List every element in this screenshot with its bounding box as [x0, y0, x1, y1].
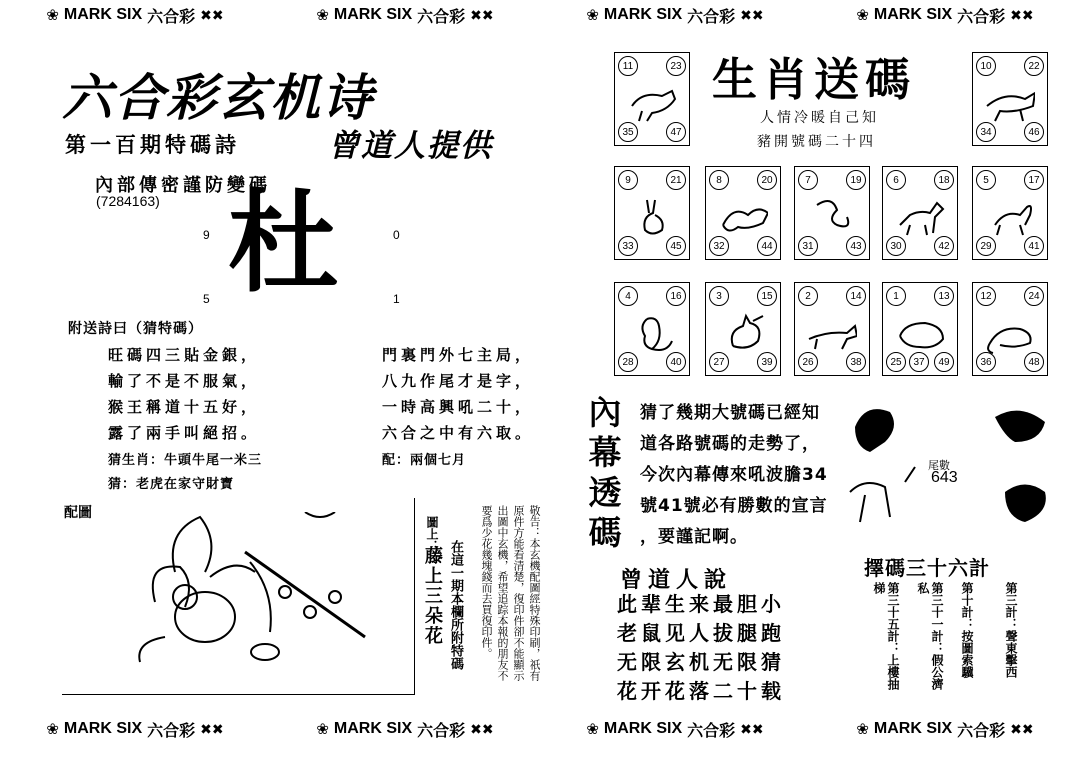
zodiac-number: 42 — [934, 236, 954, 256]
zodiac-box — [972, 166, 1048, 260]
zodiac-box — [972, 282, 1048, 376]
poem-label: 附送詩曰（猜特碼） — [68, 321, 203, 337]
plan-item: 第十計：按圖索驥 — [960, 582, 974, 678]
poem-line: 八九作尾才是字， — [382, 372, 535, 390]
inside-title-char: 內 — [588, 393, 622, 432]
inside-line: 道各路號碼的走勢了， — [640, 434, 820, 454]
zodiac-number: 16 — [666, 286, 686, 306]
say-line: 此辈生来最胆小 — [617, 592, 785, 616]
plan-item: 第三計：聲東擊西 — [1004, 582, 1018, 678]
notice-text: 敬告：本玄機配圖經特殊印刷，祇有原件方能看清楚，復印件卻不能顯示出圖中玄機，希望追踪本報的朋友不要爲少花幾塊錢而去買復印件。 — [480, 505, 541, 681]
zodiac-box — [794, 166, 870, 260]
guess-hint: 猜：老虎在家守財寶 — [108, 477, 235, 492]
zodiac-number: 28 — [618, 352, 638, 372]
cross-icon: ✖✖ — [740, 720, 764, 737]
zodiac-number: 48 — [1024, 352, 1044, 372]
banner-brand: MARK SIX — [873, 720, 953, 737]
tail-number: 643 — [931, 469, 958, 486]
zodiac-box — [972, 52, 1048, 146]
inside-title-char: 透 — [588, 473, 622, 512]
issue-subtitle: 第一百期特碼詩 — [65, 132, 240, 157]
banner-brand: MARK SIX — [873, 6, 953, 23]
banner-logo: 六合彩 — [417, 722, 466, 740]
cross-icon: ✖✖ — [740, 6, 764, 23]
snake-icon — [807, 195, 857, 240]
caption-text: 藤上三朵花 — [422, 546, 443, 646]
goat-icon — [985, 195, 1035, 240]
banner-brand: MARK SIX — [63, 720, 143, 737]
top-banner — [0, 0, 1080, 30]
dog-icon — [807, 311, 857, 356]
poem-line: 輸了不是不服氣， — [108, 372, 261, 390]
flower-icon: ❀ — [856, 7, 869, 24]
animals-illustration — [845, 397, 1055, 537]
banner-unit — [46, 718, 223, 741]
cross-icon: ✖✖ — [200, 720, 224, 737]
say-title: 曾道人說 — [620, 567, 733, 593]
flower-icon: ❀ — [316, 7, 329, 24]
poem-line: 旺碼四三貼金銀， — [108, 346, 261, 364]
monkey-icon — [627, 311, 677, 356]
cross-icon: ✖✖ — [470, 720, 494, 737]
zodiac-number: 43 — [846, 236, 866, 256]
mouse-vine-illustration — [125, 512, 370, 677]
banner-logo: 六合彩 — [147, 722, 196, 740]
zodiac-number: 30 — [886, 236, 906, 256]
zodiac-box — [705, 166, 781, 260]
zodiac-number: 38 — [846, 352, 866, 372]
zodiac-number: 2 — [798, 286, 818, 306]
zodiac-number: 9 — [618, 170, 638, 190]
corner-number-tl: 9 — [203, 228, 210, 242]
note-paper: 在這一期本欄所附特碼 — [448, 540, 463, 670]
zodiac-box — [614, 166, 690, 260]
zodiac-number: 23 — [666, 56, 686, 76]
secret-note: 內部傳密謹防變碼 — [95, 175, 271, 196]
big-character: 杜 — [228, 178, 338, 307]
poem-right — [382, 342, 534, 446]
zodiac-number: 34 — [976, 122, 996, 142]
zodiac-number: 14 — [846, 286, 866, 306]
zodiac-number: 1 — [886, 286, 906, 306]
inside-vertical-title — [585, 393, 625, 553]
zodiac-box — [882, 166, 958, 260]
zodiac-box — [705, 282, 781, 376]
flower-icon: ❀ — [586, 7, 599, 24]
zodiac-box — [614, 282, 690, 376]
inside-title-char: 幕 — [588, 433, 622, 472]
code-number: (7284163) — [96, 193, 160, 209]
cross-icon: ✖✖ — [470, 6, 494, 23]
zodiac-number: 10 — [976, 56, 996, 76]
flower-icon: ❀ — [46, 7, 59, 24]
zodiac-number: 46 — [1024, 122, 1044, 142]
rooster-icon — [718, 311, 768, 356]
zodiac-number: 37 — [909, 352, 929, 372]
banner-logo: 六合彩 — [957, 8, 1006, 26]
tiger-icon — [985, 81, 1035, 126]
zodiac-number: 49 — [934, 352, 954, 372]
match-hint: 配：兩個七月 — [382, 453, 467, 468]
banner-unit — [316, 718, 493, 741]
zodiac-number: 35 — [618, 122, 638, 142]
say-line: 无限玄机无限猜 — [617, 650, 785, 674]
zodiac-number: 24 — [1024, 286, 1044, 306]
flower-icon: ❀ — [586, 721, 599, 738]
zodiac-number: 19 — [846, 170, 866, 190]
poem-line: 六合之中有六取。 — [382, 424, 535, 442]
corner-number-tr: 0 — [393, 228, 400, 242]
zodiac-number: 3 — [709, 286, 729, 306]
bottom-banner — [0, 714, 1080, 744]
zodiac-number: 15 — [757, 286, 777, 306]
horse-icon — [895, 195, 945, 240]
zodiac-number: 47 — [666, 122, 686, 142]
zodiac-box — [882, 282, 958, 376]
zodiac-number: 13 — [934, 286, 954, 306]
plan-item: 第三十五計：上樓抽梯 — [872, 582, 900, 690]
banner-unit — [586, 4, 763, 27]
zodiac-number: 25 — [886, 352, 906, 372]
banner-unit — [856, 718, 1033, 741]
plan-title: 擇碼三十六計 — [864, 556, 990, 580]
rat-icon — [985, 311, 1035, 356]
corner-number-bl: 5 — [203, 292, 210, 306]
zodiac-number: 39 — [757, 352, 777, 372]
provider-label: 曾道人提供 — [328, 128, 493, 164]
art-label: 配圖 — [64, 505, 92, 521]
say-line: 花开花落二十载 — [617, 679, 785, 703]
inside-line: 猜了幾期大號碼已經知 — [640, 403, 820, 423]
say-line: 老鼠见人拔腿跑 — [617, 621, 785, 645]
inside-text — [640, 398, 828, 553]
banner-unit — [586, 718, 763, 741]
banner-unit — [316, 4, 493, 27]
zodiac-number: 11 — [618, 56, 638, 76]
say-lines — [617, 590, 785, 706]
guess-zodiac: 猜生肖：牛頭牛尾一米三 — [108, 453, 263, 468]
flower-icon: ❀ — [46, 721, 59, 738]
page-title: 六合彩玄机诗 — [62, 68, 374, 127]
caption-title: 圖上： — [425, 516, 439, 552]
inside-line: ，要謹記啊。 — [640, 527, 748, 547]
inside-line: 號41號必有勝數的宣言 — [640, 496, 828, 516]
rabbit-icon — [627, 195, 677, 240]
zodiac-number: 22 — [1024, 56, 1044, 76]
banner-logo: 六合彩 — [957, 722, 1006, 740]
zodiac-number: 5 — [976, 170, 996, 190]
poem-left — [108, 342, 260, 446]
banner-unit — [46, 4, 223, 27]
banner-logo: 六合彩 — [687, 8, 736, 26]
zodiac-number: 20 — [757, 170, 777, 190]
zodiac-number: 17 — [1024, 170, 1044, 190]
zodiac-number: 4 — [618, 286, 638, 306]
zodiac-number: 41 — [1024, 236, 1044, 256]
zodiac-box — [614, 52, 690, 146]
zodiac-number: 36 — [976, 352, 996, 372]
zodiac-line-1: 人情冷暖自己知 — [760, 110, 879, 126]
cross-icon: ✖✖ — [200, 6, 224, 23]
zodiac-number: 18 — [934, 170, 954, 190]
zodiac-number: 21 — [666, 170, 686, 190]
banner-brand: MARK SIX — [603, 6, 683, 23]
poem-line: 門裏門外七主局， — [382, 346, 535, 364]
plan-item: 第三十一計：假公濟私 — [916, 582, 944, 690]
poem-line: 露了兩手叫絕招。 — [108, 424, 261, 442]
cross-icon: ✖✖ — [1010, 6, 1034, 23]
zodiac-number: 32 — [709, 236, 729, 256]
banner-brand: MARK SIX — [333, 6, 413, 23]
banner-logo: 六合彩 — [147, 8, 196, 26]
zodiac-number: 45 — [666, 236, 686, 256]
zodiac-number: 29 — [976, 236, 996, 256]
zodiac-number: 26 — [798, 352, 818, 372]
banner-brand: MARK SIX — [63, 6, 143, 23]
banner-brand: MARK SIX — [333, 720, 413, 737]
dragon-icon — [718, 195, 768, 240]
poem-line: 猴王稱道十五好， — [108, 398, 261, 416]
inside-title-char: 碼 — [588, 513, 622, 552]
banner-unit — [856, 4, 1033, 27]
banner-logo: 六合彩 — [417, 8, 466, 26]
zodiac-title: 生肖送碼 — [712, 53, 917, 106]
zodiac-box — [794, 282, 870, 376]
tail-label: 尾數 — [928, 459, 950, 472]
ox-icon — [627, 81, 677, 126]
zodiac-number: 33 — [618, 236, 638, 256]
corner-number-br: 1 — [393, 292, 400, 306]
zodiac-number: 44 — [757, 236, 777, 256]
zodiac-number: 31 — [798, 236, 818, 256]
zodiac-number: 7 — [798, 170, 818, 190]
zodiac-number: 27 — [709, 352, 729, 372]
flower-icon: ❀ — [856, 721, 869, 738]
inside-line: 今次內幕傳來吼波膽34 — [640, 465, 828, 485]
flower-icon: ❀ — [316, 721, 329, 738]
zodiac-number: 40 — [666, 352, 686, 372]
banner-logo: 六合彩 — [687, 722, 736, 740]
pig-icon — [895, 311, 945, 356]
poem-line: 一時高興吼二十， — [382, 398, 535, 416]
zodiac-line-2: 豬開號碼二十四 — [757, 134, 876, 150]
zodiac-number: 6 — [886, 170, 906, 190]
banner-brand: MARK SIX — [603, 720, 683, 737]
zodiac-number: 8 — [709, 170, 729, 190]
cross-icon: ✖✖ — [1010, 720, 1034, 737]
zodiac-number: 12 — [976, 286, 996, 306]
